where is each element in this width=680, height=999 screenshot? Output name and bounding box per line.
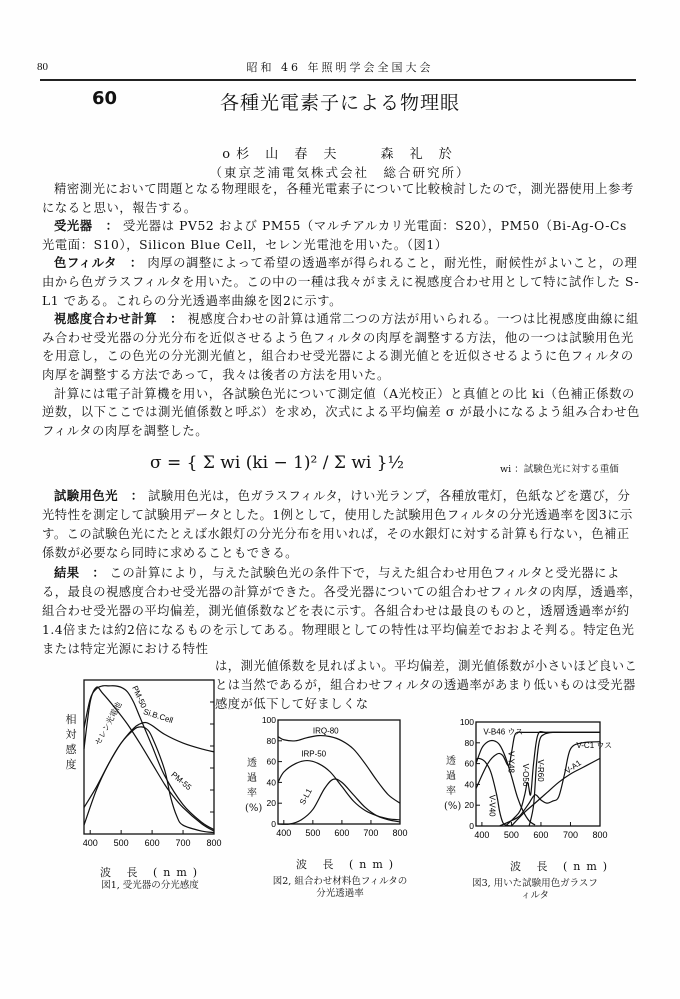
paper-title: 各種光電素子による物理眼 <box>219 92 460 114</box>
series-label: PM-55 <box>169 769 194 793</box>
x-tick-label: 400 <box>82 838 98 848</box>
x-tick-label: 700 <box>363 828 379 838</box>
series-label: IRQ-80 <box>312 726 339 736</box>
filter-text: 肉厚の調整によって希望の透過率が得られること，耐光性，耐候性がよいこと，の理由から色ガラスフィルタを用いた。この中の一種は我々がまえに視感度合わせ用として特に試作した S-L1 である。これらの分光透過率曲線を図2に示す。 <box>42 256 640 308</box>
series-line-irp-50 <box>278 761 400 820</box>
testlight-paragraph <box>42 486 642 563</box>
figure-2-ylabel: 透過率(%) <box>245 758 263 814</box>
series-label: セレン光電池 <box>93 700 124 747</box>
figure-3-ylabel: 透過率(%) <box>444 756 462 812</box>
series-label: V-B46 ウス <box>483 727 524 737</box>
figure-2-caption: 図2, 組合わせ材料色フィルタの分光透過率 <box>272 876 408 899</box>
x-tick-label: 500 <box>503 830 519 840</box>
y-tick-label: 40 <box>266 777 276 788</box>
result-heading: 結果 ： <box>54 565 106 580</box>
affiliation: （東京芝浦電気株式会社 総合研究所） <box>209 165 471 180</box>
sigma-formula: σ = { Σ wi (ki − 1)² / Σ wi }½ <box>150 453 405 473</box>
y-tick-label: 0 <box>271 819 276 829</box>
body-text-2 <box>42 486 642 659</box>
paper-number: 60 <box>92 88 118 109</box>
figure-2-xlabel: 波 長 (nm) <box>296 858 400 871</box>
series-label: V-R60 <box>536 759 545 782</box>
series-line-irq-80 <box>278 736 400 804</box>
x-tick-label: 800 <box>592 830 608 840</box>
series-label: PM-50 <box>130 684 149 710</box>
plot-frame <box>84 680 214 834</box>
computer-paragraph: 計算には電子計算機を用い，各試験色光について測定値（A光校正）と真値との比 ki（色補正係数の逆数，以下ここでは測光値係数と呼ぶ）を求め，次式による平均偏差 σ が最小になるよう組み合わせ色フィルタの肉厚を調整した。 <box>42 386 640 438</box>
figure-1-xlabel: 波 長 (nm) <box>100 866 204 879</box>
series-label: V-C1 ウス <box>576 741 613 750</box>
receiver-heading: 受光器 ： <box>54 218 119 234</box>
testlight-text: 試験用色光は，色ガラスフィルタ，けい光ランプ，各種放電灯，色紙などを選び，分光特性を測定して試験用データとした。1例として，使用した試験用色フィルタの分光透過率を図3に示す。この試験色光にたとえば水銀灯の分光分布を用いれば，その水銀灯に対する計算も行ない，色補正係数が必要なら同時に求めることもできる。 <box>42 489 633 560</box>
calc-paragraph <box>42 310 642 384</box>
y-tick-label: 20 <box>464 800 474 811</box>
page-number: 80 <box>37 61 48 73</box>
x-tick-label: 700 <box>562 830 578 840</box>
x-tick-label: 700 <box>175 838 191 848</box>
authors: o杉 山 春 夫 森 礼 於 <box>222 147 458 162</box>
header-rule <box>40 79 636 81</box>
result-continued: は，測光値係数を見ればよい。平均偏差，測光値係数が小さいほど良いことは当然であるが，組合わせフィルタの透過率があまり低いものは受光器感度が低下して好ましくな <box>215 659 638 711</box>
x-tick-label: 800 <box>206 838 222 848</box>
series-label: IRP-50 <box>301 749 327 759</box>
testlight-heading: 試験用色光 ： <box>54 488 144 503</box>
y-tick-label: 80 <box>464 737 474 748</box>
x-tick-label: 600 <box>144 838 160 848</box>
conference-header: 昭和 46 年照明学会全国大会 <box>246 61 434 74</box>
x-tick-label: 600 <box>334 828 350 838</box>
figure-1-caption: 図1, 受光器の分光感度 <box>101 880 199 891</box>
receiver-text: 受光器は PV52 および PM55（マルチアルカリ光電面：S20），PM50（Bi-Ag-O-Cs 光電面：S10），Silicon Blue Cell，セレン光電池を用いた。（図1） <box>42 219 627 252</box>
x-tick-label: 400 <box>474 830 490 840</box>
intro-paragraph: 精密測光において問題となる物理眼を，各種光電素子について比較検討したので，測光器使用上参考になると思い，報告する。 <box>42 182 634 215</box>
result-text: この計算により，与えた試験色光の条件下で，与えた組合わせ用色フィルタと受光器による，最良の視感度合わせ受光器の計算ができた。各受光器についての組合わせフィルタの肉厚，透過率，組合わせ受光器の平均偏差，測光値係数などを表に示す。各組合わせは最良のものと，透層透過率が約1.4倍または約2倍になるものを示してある。物理眼としての特性は平均偏差でおおよそ判る。特定色光または特定光源における特性 <box>42 566 642 656</box>
receiver-paragraph <box>42 217 642 254</box>
figure-3-caption: 図3, 用いた試験用色ガラスフィルタ <box>472 878 598 901</box>
figure-1-chart <box>82 680 222 850</box>
y-tick-label: 60 <box>464 758 474 769</box>
formula-note: wi ：試験色光に対する重価 <box>500 464 619 475</box>
y-tick-label: 0 <box>469 821 474 831</box>
series-label: V-V40 <box>487 794 497 817</box>
figure-3-xlabel: 波 長 (nm) <box>510 860 614 873</box>
body-text-3 <box>215 657 645 714</box>
calc-text: 視感度合わせの計算は通常二つの方法が用いられる。一つは比視感度曲線に組み合わせ受光器の分光分布を近似させるよう色フィルタの肉厚を調整する方法，他の一つは試験用色光を用意し，この色光の分光測光値と，組合わせ受光器による測光値とを近似させるように色フィルタの肉厚を調整する方法であって，我々は後者の方法を用いた。 <box>42 312 639 382</box>
filter-paragraph <box>42 254 642 310</box>
x-tick-label: 400 <box>276 828 292 838</box>
figure-1-ylabel: 相対感度 <box>65 713 77 771</box>
series-label: Si.B.Cell <box>142 707 175 726</box>
series-label: V-Y48 <box>506 751 516 773</box>
x-tick-label: 600 <box>533 830 549 840</box>
figure-3-chart <box>459 717 613 842</box>
y-tick-label: 60 <box>266 756 276 767</box>
result-paragraph <box>42 563 642 659</box>
series-label: V-O56 <box>521 763 531 787</box>
body-text <box>42 180 642 440</box>
series-label: V-A1 <box>563 758 583 776</box>
series-label: S-L1 <box>297 787 314 807</box>
y-tick-label: 40 <box>464 779 474 790</box>
calc-heading: 視感度合わせ計算 ： <box>54 311 183 327</box>
y-tick-label: 80 <box>266 735 276 746</box>
y-tick-label: 20 <box>266 798 276 809</box>
x-tick-label: 500 <box>305 828 321 838</box>
x-tick-label: 500 <box>113 838 129 848</box>
filter-heading: 色フィルタ ： <box>54 255 143 271</box>
figure-2-chart <box>261 715 408 840</box>
y-tick-label: 100 <box>459 717 474 727</box>
plot-frame <box>278 720 400 824</box>
x-tick-label: 800 <box>392 828 408 838</box>
series-line-s-l1 <box>278 779 400 824</box>
y-tick-label: 100 <box>261 715 276 725</box>
